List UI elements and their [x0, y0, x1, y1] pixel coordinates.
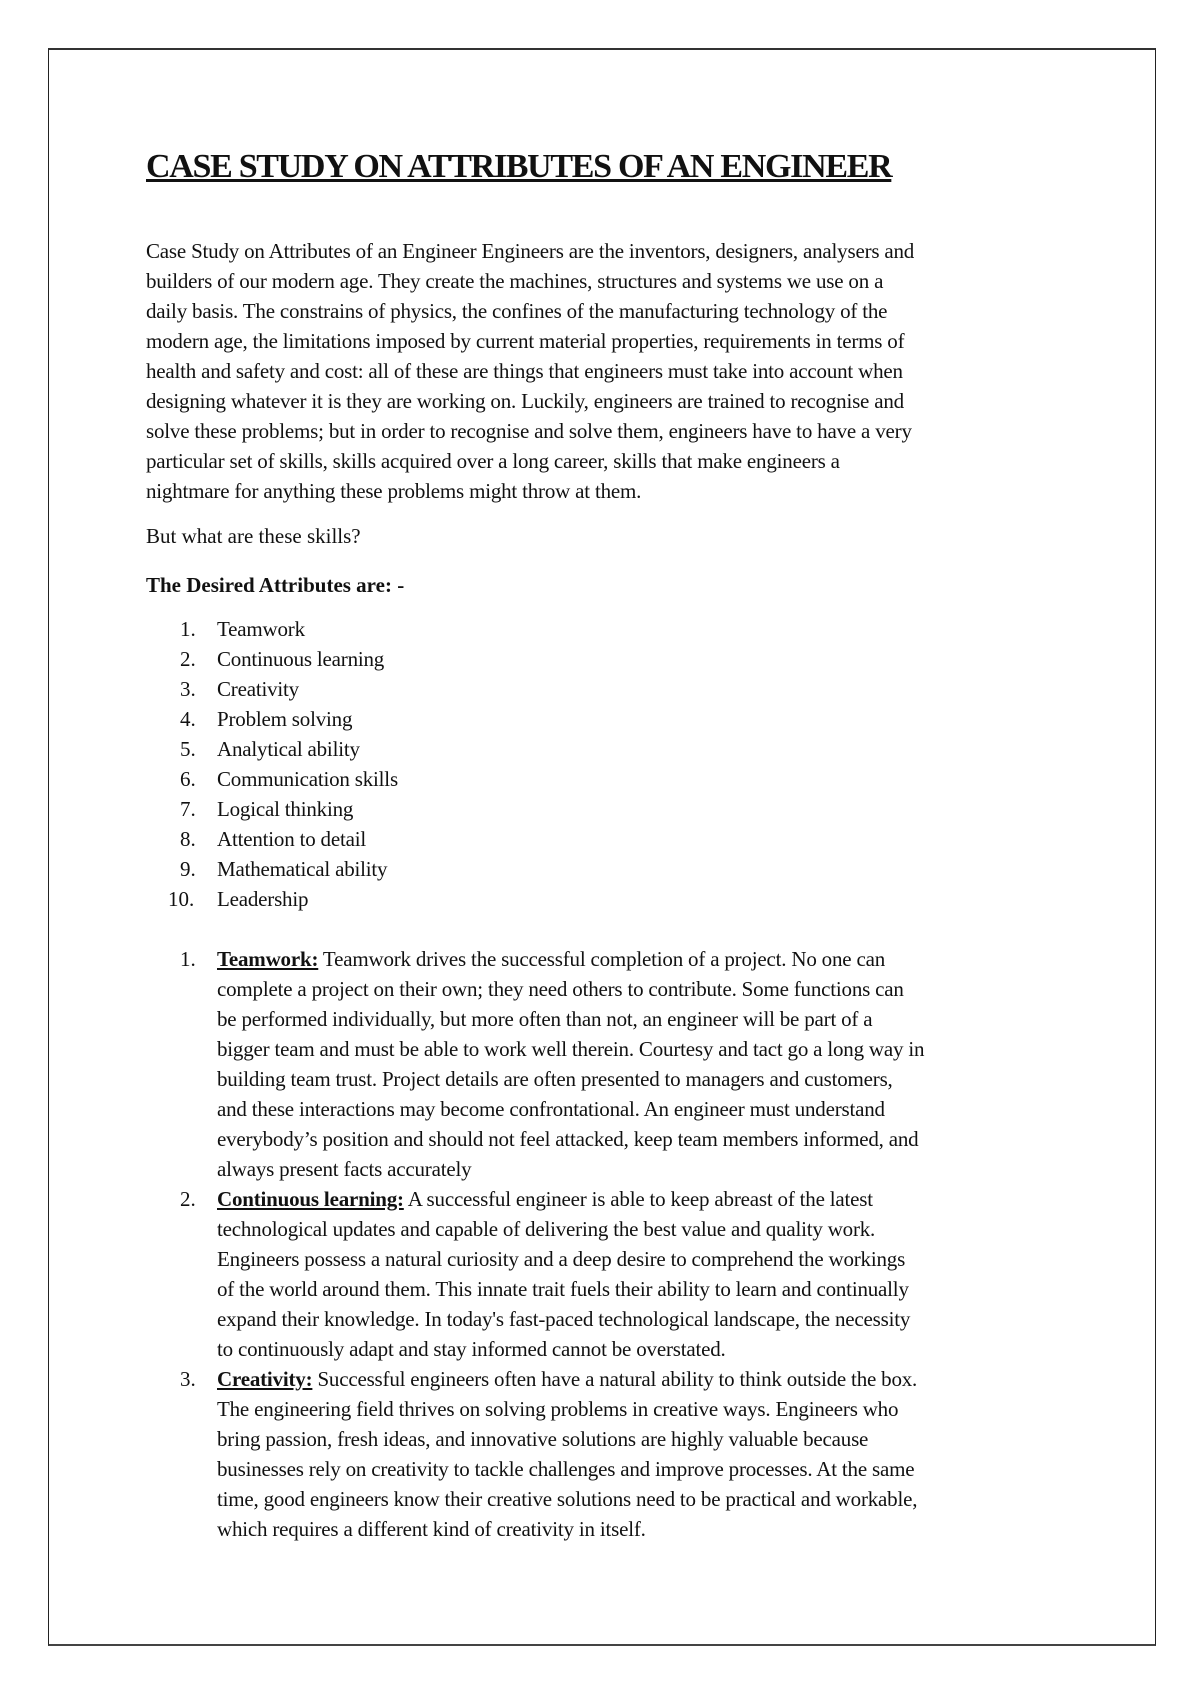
intro-line: particular set of skills, skills acquired over a long career, skills that make engineers a: [146, 449, 840, 473]
question-text: But what are these skills?: [146, 524, 361, 548]
detail-number: 1.: [180, 947, 196, 971]
list-number: 1.: [180, 617, 196, 641]
intro-line: builders of our modern age. They create the machines, structures and systems we use on a: [146, 269, 884, 293]
list-number: 3.: [180, 677, 196, 701]
detail-line: [217, 944, 885, 974]
list-number: 8.: [180, 827, 196, 851]
attribute-item: Continuous learning: [217, 647, 385, 671]
detail-line: [217, 1484, 917, 1514]
detail-line: [217, 1514, 646, 1544]
detail-text: bigger team and must be able to work well therein. Courtesy and tact go a long way in: [217, 1037, 925, 1061]
detail-text: complete a project on their own; they need others to contribute. Some functions can: [217, 977, 904, 1001]
detail-text: bring passion, fresh ideas, and innovative solutions are highly valuable because: [217, 1427, 869, 1451]
list-number: 2.: [180, 647, 196, 671]
list-number: 5.: [180, 737, 196, 761]
detail-number: 3.: [180, 1367, 196, 1391]
detail-text: expand their knowledge. In today's fast-paced technological landscape, the necessity: [217, 1307, 911, 1331]
attribute-item: Creativity: [217, 677, 299, 701]
detail-line: [217, 1064, 893, 1094]
detail-line: [217, 1214, 875, 1244]
list-number: 6.: [180, 767, 196, 791]
intro-line: Case Study on Attributes of an Engineer Engineers are the inventors, designers, analysers and: [146, 239, 915, 263]
detail-line: [217, 1364, 917, 1394]
detail-text: which requires a different kind of creativity in itself.: [217, 1517, 646, 1541]
attribute-item: Communication skills: [217, 767, 398, 791]
detail-text: be performed individually, but more often than not, an engineer will be part of a: [217, 1007, 873, 1031]
detail-text: businesses rely on creativity to tackle challenges and improve processes. At the same: [217, 1457, 915, 1481]
list-number: 9.: [180, 857, 196, 881]
intro-line: solve these problems; but in order to recognise and solve them, engineers have to have a very: [146, 419, 912, 443]
detail-label: Teamwork:: [217, 947, 319, 971]
detail-line: [217, 1274, 909, 1304]
intro-paragraph: [146, 236, 914, 506]
attribute-item: Mathematical ability: [217, 857, 388, 881]
detail-line: [217, 1004, 872, 1034]
detail-text: always present facts accurately: [217, 1157, 472, 1181]
detail-number: 2.: [180, 1187, 196, 1211]
intro-line: modern age, the limitations imposed by current material properties, requirements in terms of: [146, 329, 905, 353]
document-title: CASE STUDY ON ATTRIBUTES OF AN ENGINEER: [146, 148, 892, 185]
attribute-item: Problem solving: [217, 707, 353, 731]
detail-text: of the world around them. This innate trait fuels their ability to learn and continually: [217, 1277, 909, 1301]
detail-text: technological updates and capable of delivering the best value and quality work.: [217, 1217, 876, 1241]
attribute-item: Leadership: [217, 887, 309, 911]
attribute-item: Logical thinking: [217, 797, 354, 821]
detail-text: Teamwork drives the successful completion of a project. No one can: [318, 947, 885, 971]
detail-line: [217, 1034, 924, 1064]
detail-text: to continuously adapt and stay informed cannot be overstated.: [217, 1337, 726, 1361]
detail-text: A successful engineer is able to keep abreast of the latest: [403, 1187, 873, 1211]
attribute-item: Teamwork: [217, 617, 305, 641]
intro-line: health and safety and cost: all of these are things that engineers must take into account when: [146, 359, 903, 383]
detail-line: [217, 1424, 868, 1454]
attributes-heading: The Desired Attributes are: -: [146, 573, 405, 597]
detail-line: [217, 1184, 873, 1214]
detail-text: Successful engineers often have a natural ability to think outside the box.: [312, 1367, 918, 1391]
intro-line: nightmare for anything these problems might throw at them.: [146, 479, 642, 503]
list-number: 7.: [180, 797, 196, 821]
detail-text: and these interactions may become confrontational. An engineer must understand: [217, 1097, 885, 1121]
attribute-item: Analytical ability: [217, 737, 360, 761]
detail-line: [217, 1124, 918, 1154]
detail-line: [217, 1454, 914, 1484]
detail-text: time, good engineers know their creative solutions need to be practical and workable,: [217, 1487, 918, 1511]
attribute-item: Attention to detail: [217, 827, 367, 851]
detail-line: [217, 974, 904, 1004]
intro-line: daily basis. The constrains of physics, the confines of the manufacturing technology of the: [146, 299, 888, 323]
detail-line: [217, 1334, 726, 1364]
detail-line: [217, 1094, 885, 1124]
detail-text: building team trust. Project details are often presented to managers and customers,: [217, 1067, 893, 1091]
detail-text: The engineering field thrives on solving problems in creative ways. Engineers who: [217, 1397, 899, 1421]
detail-label: Creativity:: [217, 1367, 313, 1391]
detail-line: [217, 1244, 905, 1274]
list-number: 4.: [180, 707, 196, 731]
detail-line: [217, 1154, 471, 1184]
detail-text: everybody’s position and should not feel attacked, keep team members informed, and: [217, 1127, 919, 1151]
detail-line: [217, 1304, 910, 1334]
list-number: 10.: [168, 887, 195, 911]
intro-line: designing whatever it is they are working on. Luckily, engineers are trained to recognise and: [146, 389, 904, 413]
detail-text: Engineers possess a natural curiosity and a deep desire to comprehend the workings: [217, 1247, 906, 1271]
detail-label: Continuous learning:: [217, 1187, 404, 1211]
detail-line: [217, 1394, 898, 1424]
